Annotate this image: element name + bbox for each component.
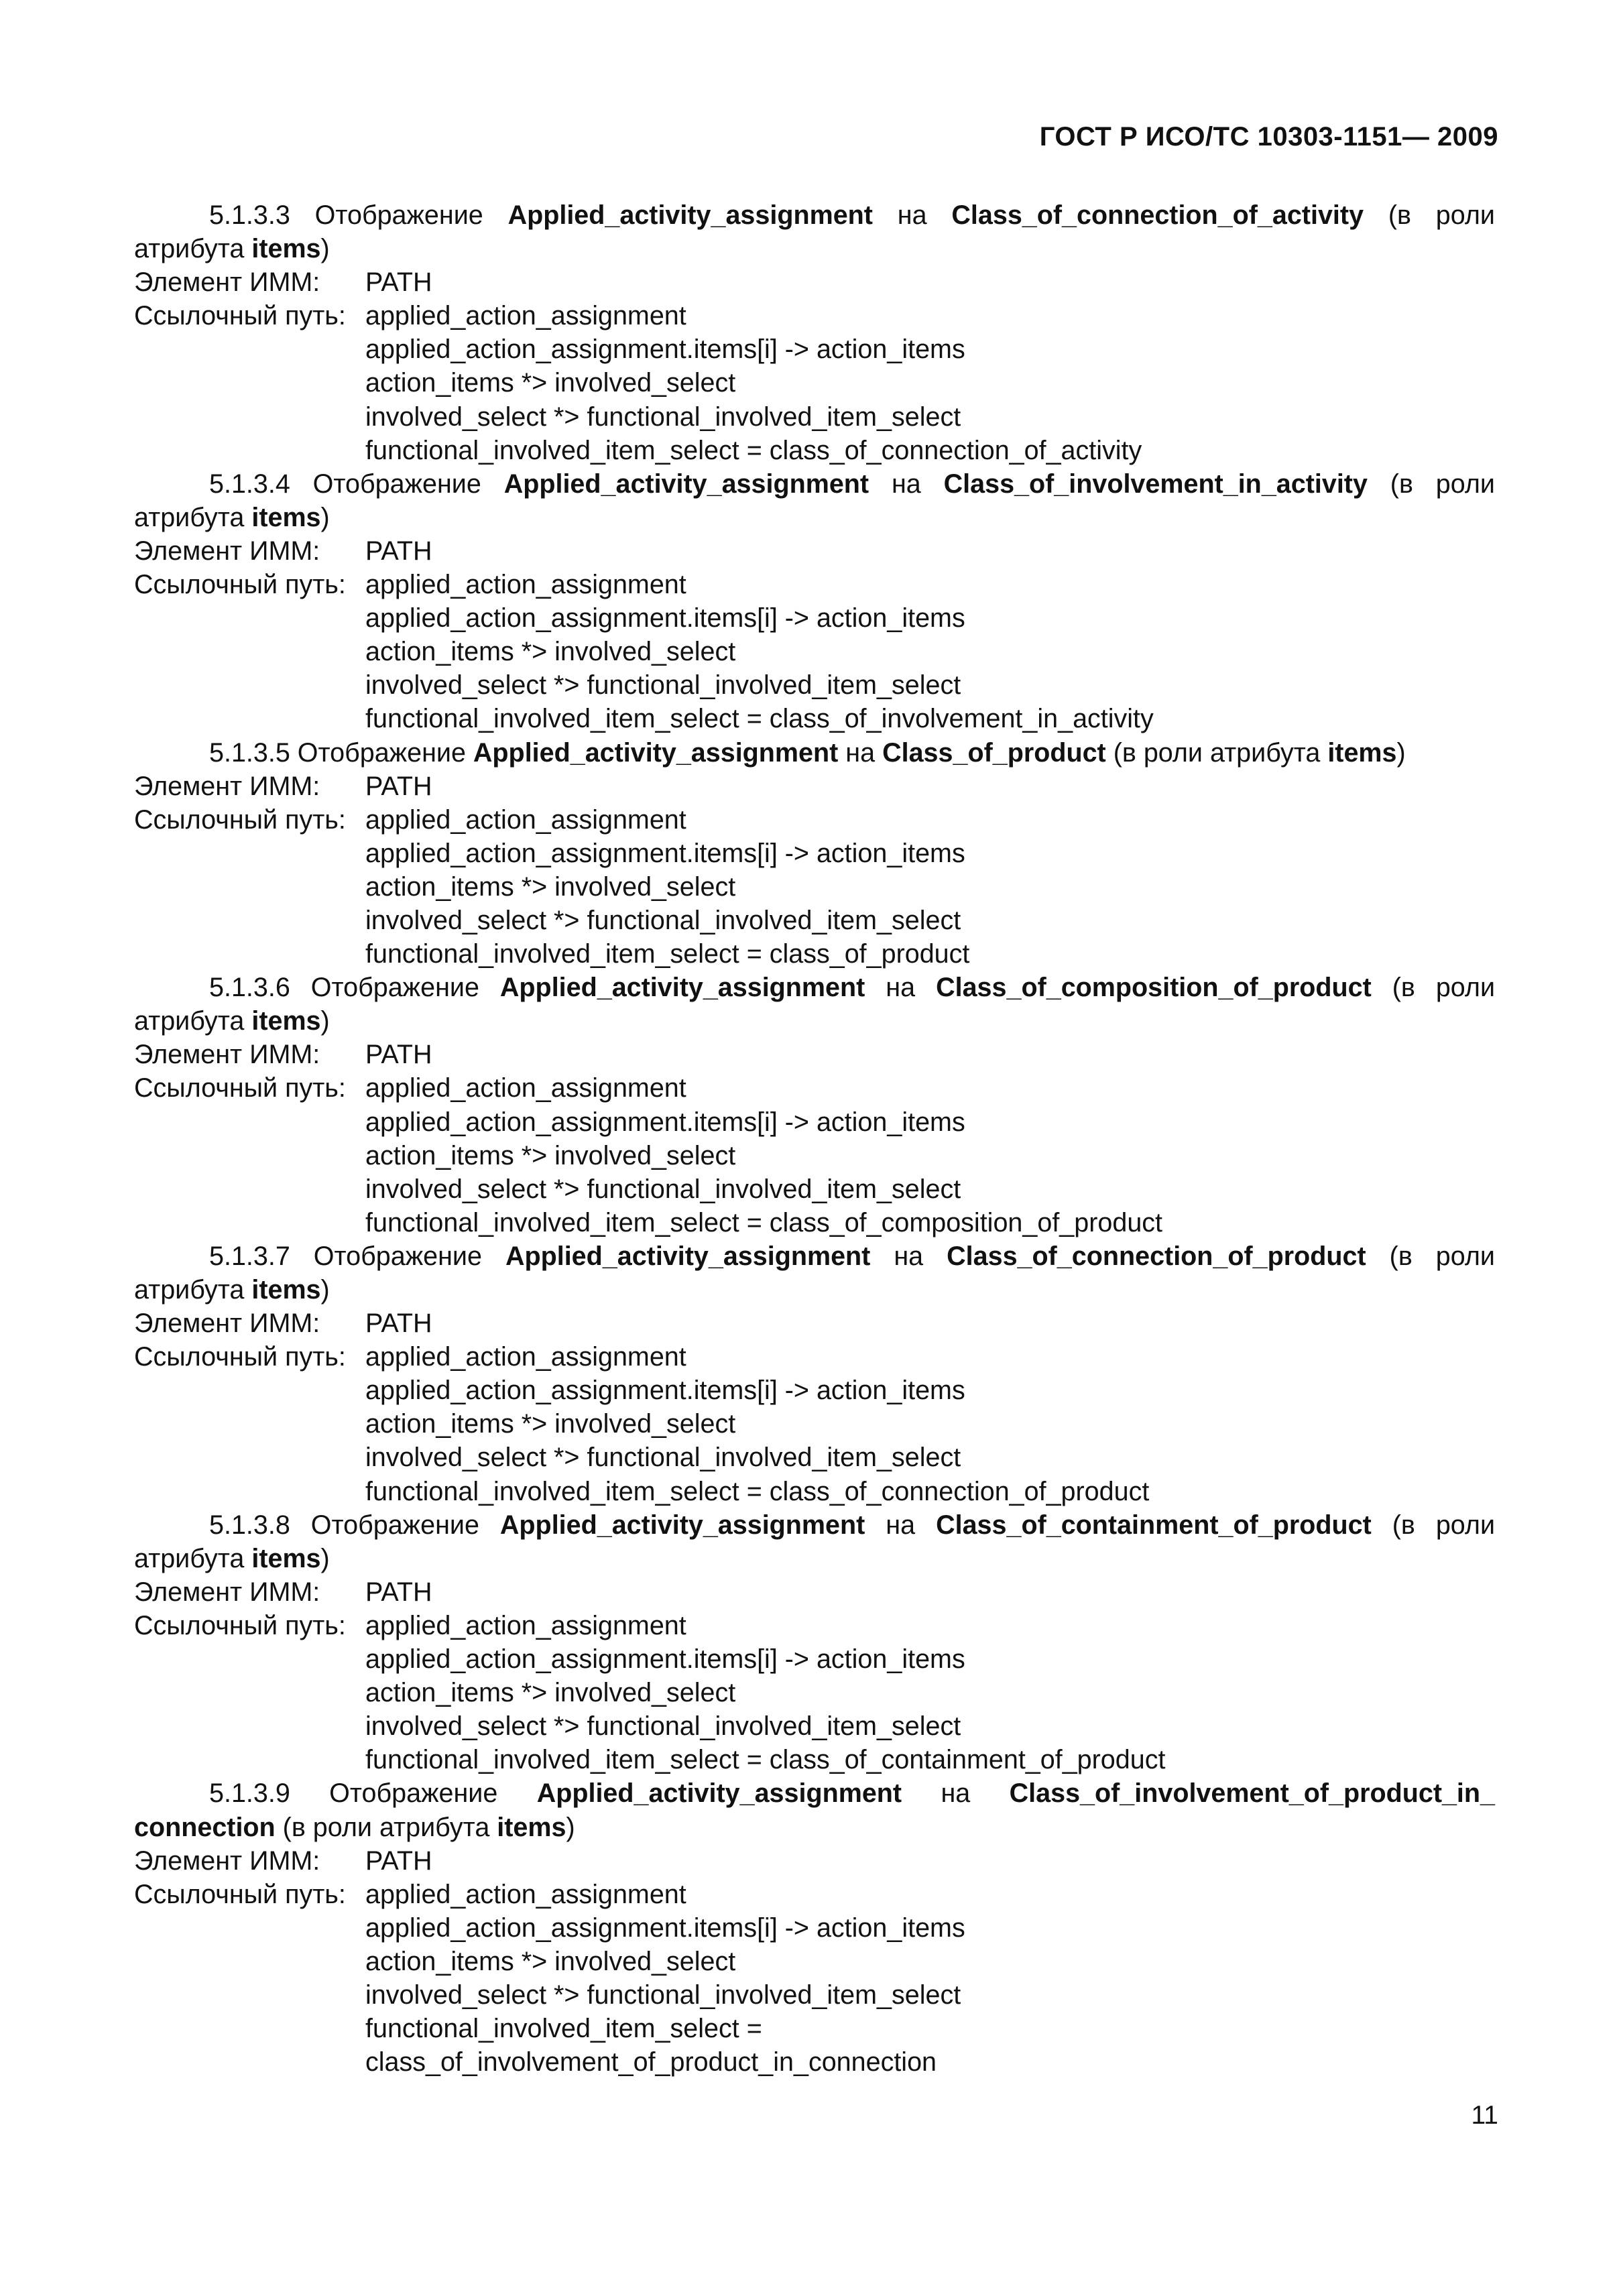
path-line: applied_action_assignment.items[i] -> action_items <box>365 1376 965 1406</box>
path-line: class_of_involvement_of_product_in_connection <box>365 2047 937 2077</box>
element-row <box>134 770 1495 803</box>
mapping-section <box>134 1240 1495 1508</box>
path-line: involved_select *> functional_involved_item_select <box>365 402 961 432</box>
section-number: 5.1.3.9 <box>209 1778 290 1809</box>
target-entity: Class_of_connection_of_product <box>947 1241 1366 1271</box>
path-line: action_items *> involved_select <box>365 368 736 398</box>
path-line: action_items *> involved_select <box>365 1946 736 1976</box>
target-entity: Class_of_connection_of_activity <box>951 200 1364 230</box>
section-heading <box>134 1776 1495 1844</box>
path-line: applied_action_assignment.items[i] -> action_items <box>365 603 965 633</box>
path-line: involved_select *> functional_involved_item_select <box>365 1174 961 1204</box>
role-attribute: items <box>251 234 321 264</box>
path-line: involved_select *> functional_involved_item_select <box>365 1443 961 1473</box>
ref-path-row <box>134 299 1495 333</box>
role-prefix: (в роли атрибута <box>134 200 1495 264</box>
path-lines <box>365 837 1495 971</box>
ref-path-row <box>134 803 1495 837</box>
element-label: Элемент ИММ: <box>134 1040 320 1070</box>
section-preposition: на <box>845 737 876 768</box>
ref-path-row <box>134 1878 1495 1911</box>
role-attribute: items <box>251 1275 321 1305</box>
section-verb: Отображение <box>329 1778 498 1809</box>
element-row <box>134 1307 1495 1340</box>
target-entity: Class_of_product <box>882 737 1106 768</box>
mapping-section <box>134 198 1495 467</box>
path-line: action_items *> involved_select <box>365 1409 736 1439</box>
role-suffix: ) <box>566 1812 575 1842</box>
role-suffix: ) <box>320 1543 330 1573</box>
role-suffix: ) <box>320 234 330 264</box>
section-heading <box>134 1508 1495 1575</box>
section-number: 5.1.3.3 <box>209 200 290 230</box>
target-entity: Class_of_involvement_in_activity <box>943 469 1368 499</box>
role-suffix: ) <box>320 502 330 532</box>
ref-path-label: Ссылочный путь: <box>134 1342 346 1372</box>
path-line: involved_select *> functional_involved_item_select <box>365 905 961 935</box>
role-prefix: (в роли атрибута <box>134 1510 1496 1573</box>
element-value: PATH <box>365 1577 432 1607</box>
ref-path-label: Ссылочный путь: <box>134 301 346 331</box>
path-line: applied_action_assignment.items[i] -> action_items <box>365 335 965 365</box>
ref-path-label: Ссылочный путь: <box>134 1610 346 1640</box>
element-row <box>134 265 1495 299</box>
mapping-section <box>134 1776 1495 2079</box>
path-line: involved_select *> functional_involved_item_select <box>365 1980 961 2010</box>
ref-path-label: Ссылочный путь: <box>134 1879 346 1909</box>
path-lines <box>365 333 1495 467</box>
path-line: functional_involved_item_select = class_of_product <box>365 939 970 969</box>
path-line: applied_action_assignment <box>365 301 686 331</box>
path-line: applied_action_assignment <box>365 1342 686 1372</box>
section-verb: Отображение <box>310 973 479 1003</box>
target-entity: Class_of_containment_of_product <box>936 1510 1372 1540</box>
section-verb: Отображение <box>313 1241 482 1271</box>
path-line: applied_action_assignment.items[i] -> action_items <box>365 1107 965 1137</box>
role-attribute: items <box>251 1543 321 1573</box>
path-line: involved_select *> functional_involved_item_select <box>365 670 961 701</box>
path-line: applied_action_assignment.items[i] -> action_items <box>365 1913 965 1943</box>
path-lines <box>365 601 1495 735</box>
ref-path-row <box>134 1609 1495 1642</box>
path-line: functional_involved_item_select = class_of_containment_of_product <box>365 1745 1166 1775</box>
role-prefix: (в роли атрибута <box>1113 737 1321 768</box>
path-lines <box>365 1374 1495 1508</box>
target-entity: Class_of_composition_of_product <box>936 973 1372 1003</box>
mapping-section <box>134 467 1495 736</box>
role-attribute: items <box>1327 737 1397 768</box>
path-line: applied_action_assignment <box>365 1073 686 1103</box>
path-line: functional_involved_item_select = class_of_involvement_in_activity <box>365 704 1154 734</box>
ref-path-row <box>134 568 1495 601</box>
element-value: PATH <box>365 267 432 298</box>
role-prefix: (в роли атрибута <box>134 469 1495 532</box>
element-value: PATH <box>365 1846 432 1876</box>
section-number: 5.1.3.4 <box>209 469 290 499</box>
source-entity: Applied_activity_assignment <box>499 1510 865 1540</box>
source-entity: Applied_activity_assignment <box>503 469 869 499</box>
path-line: functional_involved_item_select = <box>365 2014 762 2044</box>
mapping-section <box>134 1508 1495 1777</box>
section-preposition: на <box>886 973 916 1003</box>
document-header: ГОСТ Р ИСО/ТС 10303-1151— 2009 <box>1039 122 1498 152</box>
path-lines <box>365 1642 1495 1776</box>
section-preposition: на <box>897 200 927 230</box>
element-row <box>134 1844 1495 1878</box>
section-heading <box>134 736 1495 770</box>
role-suffix: ) <box>320 1275 330 1305</box>
section-preposition: на <box>891 469 921 499</box>
section-number: 5.1.3.6 <box>209 973 290 1003</box>
path-line: action_items *> involved_select <box>365 637 736 667</box>
source-entity: Applied_activity_assignment <box>473 737 839 768</box>
element-row <box>134 534 1495 568</box>
path-line: action_items *> involved_select <box>365 1140 736 1170</box>
element-value: PATH <box>365 1309 432 1339</box>
section-heading <box>134 1240 1495 1307</box>
element-label: Элемент ИММ: <box>134 267 320 298</box>
path-line: applied_action_assignment.items[i] -> action_items <box>365 838 965 868</box>
role-prefix: (в роли атрибута <box>134 1241 1495 1305</box>
role-attribute: items <box>251 1006 321 1036</box>
role-prefix: (в роли атрибута <box>134 973 1496 1036</box>
section-heading <box>134 971 1495 1038</box>
element-label: Элемент ИММ: <box>134 536 320 566</box>
ref-path-row <box>134 1340 1495 1374</box>
source-entity: Applied_activity_assignment <box>505 1241 871 1271</box>
source-entity: Applied_activity_assignment <box>499 973 865 1003</box>
role-prefix: (в роли атрибута <box>282 1812 490 1842</box>
section-heading <box>134 198 1495 265</box>
ref-path-label: Ссылочный путь: <box>134 570 346 600</box>
section-preposition: на <box>886 1510 916 1540</box>
path-line: applied_action_assignment <box>365 1879 686 1909</box>
section-verb: Отображение <box>310 1510 479 1540</box>
element-value: PATH <box>365 1040 432 1070</box>
section-verb: Отображение <box>312 469 481 499</box>
section-preposition: на <box>941 1778 971 1809</box>
ref-path-row <box>134 1071 1495 1105</box>
path-lines <box>365 1911 1495 2079</box>
path-lines <box>365 1105 1495 1240</box>
path-line: applied_action_assignment.items[i] -> action_items <box>365 1644 965 1675</box>
section-number: 5.1.3.5 <box>209 737 290 768</box>
source-entity: Applied_activity_assignment <box>536 1778 902 1809</box>
path-line: involved_select *> functional_involved_item_select <box>365 1711 961 1742</box>
path-line: functional_involved_item_select = class_of_connection_of_product <box>365 1476 1150 1506</box>
path-line: action_items *> involved_select <box>365 1678 736 1708</box>
document-body <box>134 198 1495 2079</box>
section-verb: Отображение <box>314 200 483 230</box>
path-line: applied_action_assignment <box>365 570 686 600</box>
source-entity: Applied_activity_assignment <box>507 200 873 230</box>
section-number: 5.1.3.7 <box>209 1241 290 1271</box>
mapping-section <box>134 971 1495 1240</box>
path-line: applied_action_assignment <box>365 804 686 835</box>
target-entity: Class_of_involvement_of_product_in_ connection <box>134 1778 1496 1842</box>
element-label: Элемент ИММ: <box>134 771 320 801</box>
path-line: action_items *> involved_select <box>365 871 736 902</box>
ref-path-label: Ссылочный путь: <box>134 1073 346 1103</box>
section-preposition: на <box>894 1241 924 1271</box>
section-number: 5.1.3.8 <box>209 1510 290 1540</box>
role-suffix: ) <box>320 1006 330 1036</box>
path-line: functional_involved_item_select = class_of_connection_of_activity <box>365 435 1142 465</box>
path-line: applied_action_assignment <box>365 1610 686 1640</box>
element-label: Элемент ИММ: <box>134 1846 320 1876</box>
element-row <box>134 1575 1495 1609</box>
role-attribute: items <box>251 502 321 532</box>
mapping-section <box>134 736 1495 971</box>
page-number: 11 <box>1471 2101 1498 2130</box>
element-value: PATH <box>365 536 432 566</box>
role-attribute: items <box>497 1812 566 1842</box>
element-row <box>134 1038 1495 1071</box>
section-heading <box>134 467 1495 534</box>
element-label: Элемент ИММ: <box>134 1309 320 1339</box>
ref-path-label: Ссылочный путь: <box>134 804 346 835</box>
role-suffix: ) <box>1396 737 1406 768</box>
path-line: functional_involved_item_select = class_of_composition_of_product <box>365 1207 1163 1237</box>
section-verb: Отображение <box>297 737 466 768</box>
element-value: PATH <box>365 771 432 801</box>
element-label: Элемент ИММ: <box>134 1577 320 1607</box>
